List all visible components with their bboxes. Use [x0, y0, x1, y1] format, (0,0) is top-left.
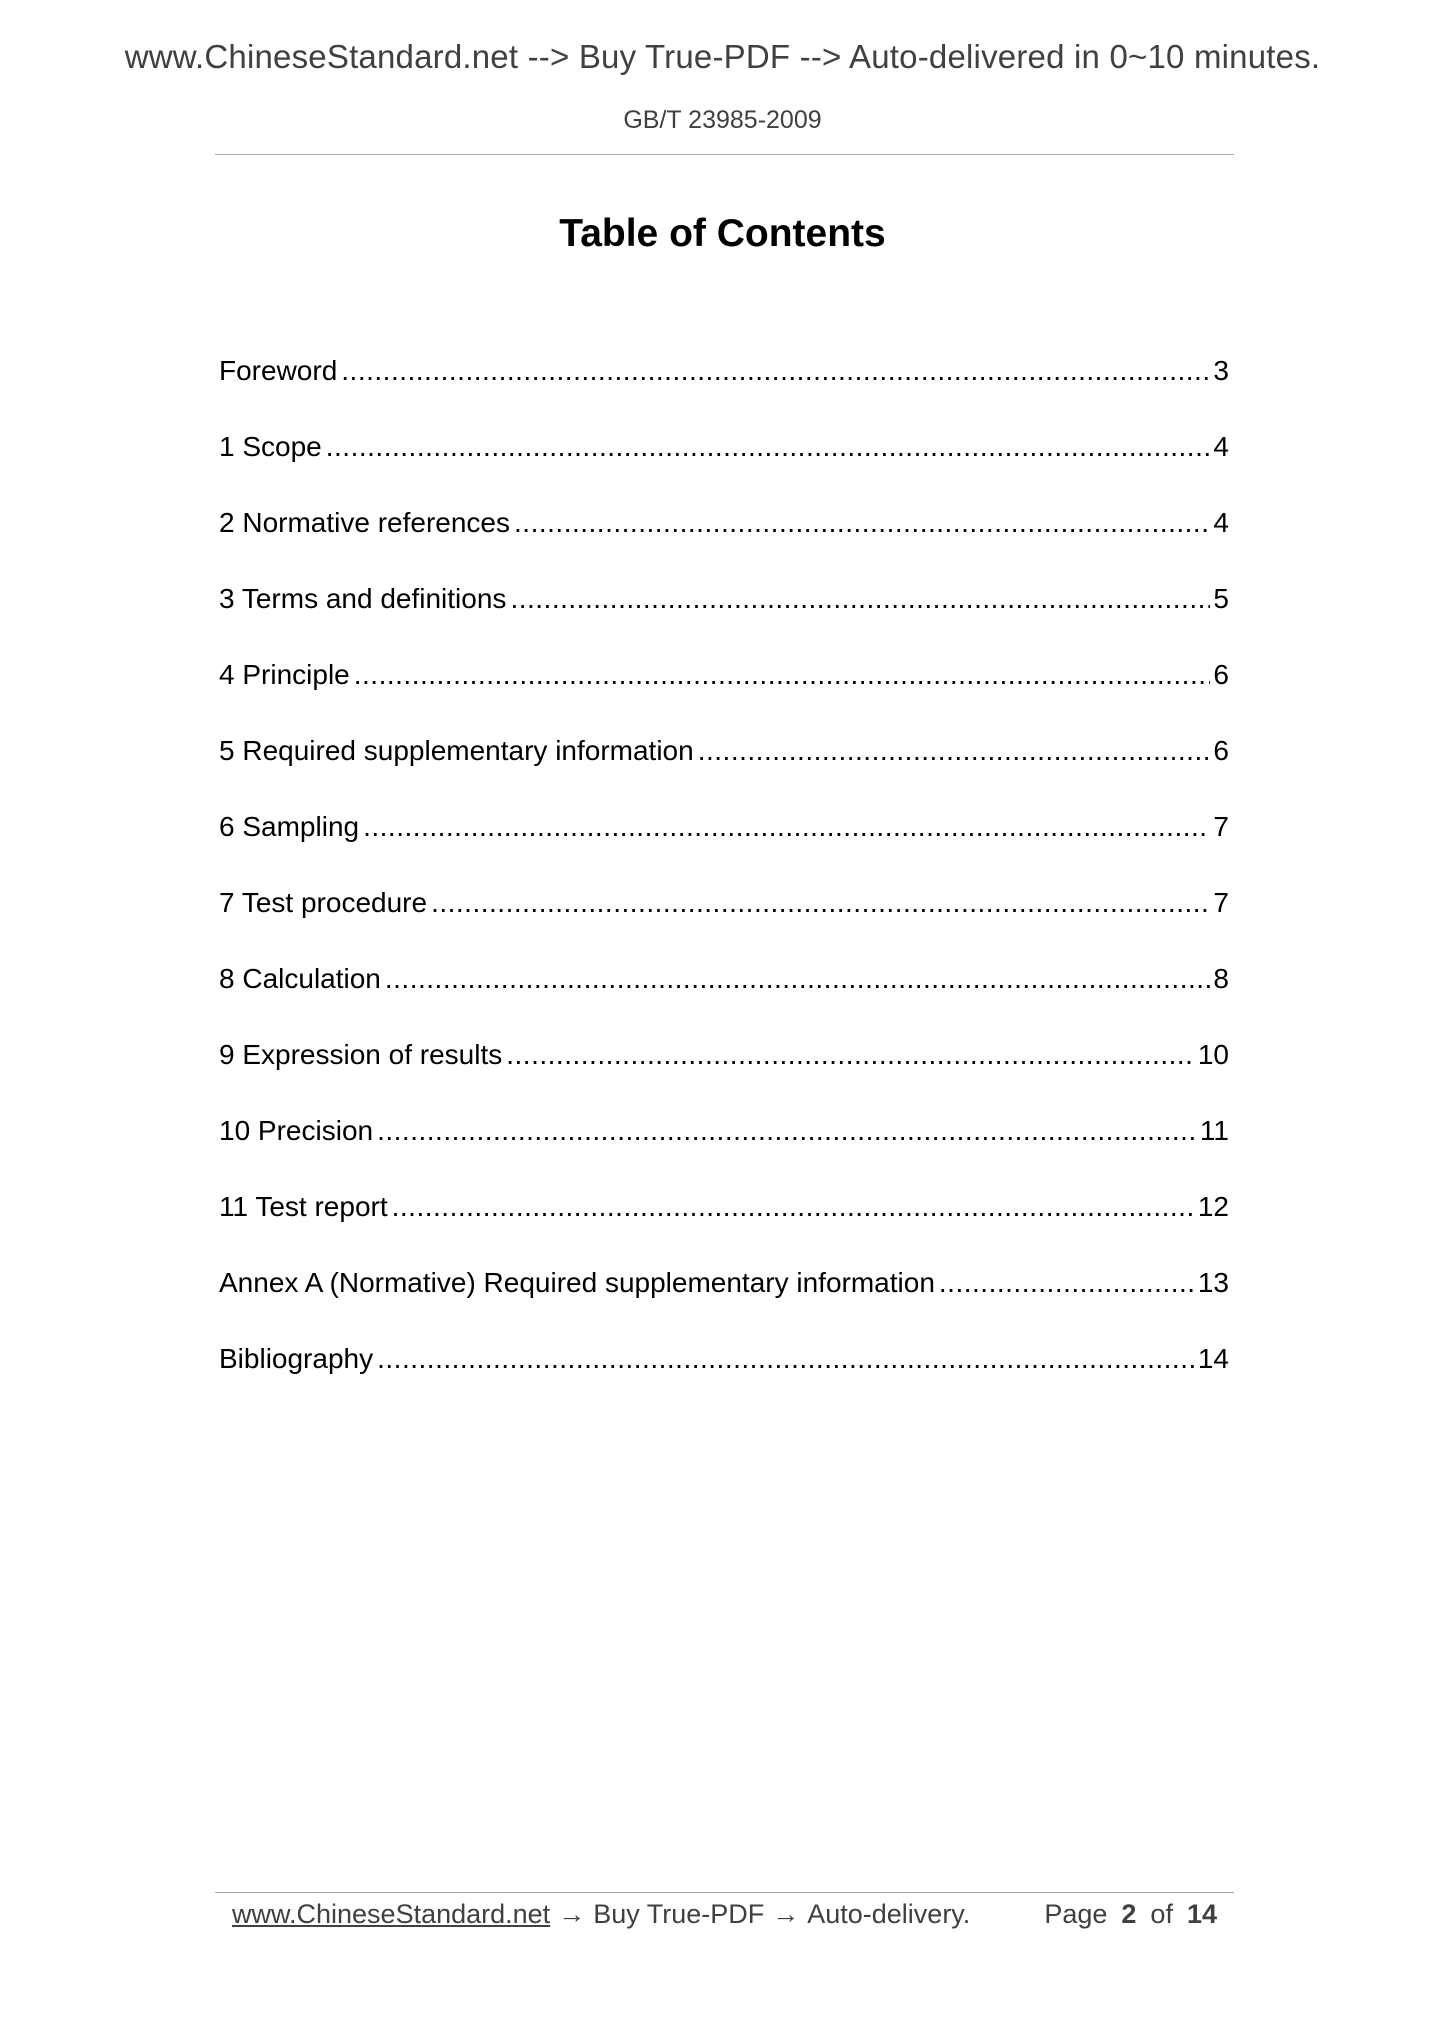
toc-entry-precision[interactable]: [219, 1072, 1229, 1148]
toc-entry-page: 5: [1213, 583, 1229, 614]
dot-leader: [431, 886, 1210, 920]
page-indicator: [1044, 1899, 1217, 1930]
toc-entry-label: Foreword: [219, 355, 338, 386]
toc-entry-page: 11: [1199, 1115, 1229, 1146]
toc-entry-page: 7: [1213, 887, 1229, 918]
toc-entry-test-report[interactable]: [219, 1148, 1229, 1224]
toc-entry-page: 6: [1213, 735, 1229, 766]
toc-entry-scope[interactable]: [219, 388, 1229, 464]
toc-entry-label: 5 Required supplementary information: [219, 735, 694, 766]
toc-entry-page: 14: [1197, 1343, 1229, 1374]
toc-entry-terms-and-definitions[interactable]: [219, 540, 1229, 616]
of-word: of: [1150, 1898, 1173, 1929]
footer-buy-text: Buy True-PDF: [593, 1898, 765, 1929]
dot-leader: [514, 506, 1210, 540]
toc-entry-page: 13: [1197, 1267, 1229, 1298]
toc-entry-test-procedure[interactable]: [219, 844, 1229, 920]
dot-leader: [363, 810, 1210, 844]
footer-site-link[interactable]: www.ChineseStandard.net: [232, 1898, 551, 1929]
dot-leader: [341, 354, 1210, 388]
toc-entry-sampling[interactable]: [219, 768, 1229, 844]
toc-entry-expression-of-results[interactable]: [219, 996, 1229, 1072]
toc-entry-page: 7: [1213, 811, 1229, 842]
page-footer: [232, 1894, 1217, 1934]
dot-leader: [939, 1266, 1195, 1300]
current-page-number: 2: [1121, 1898, 1137, 1929]
dot-leader: [326, 430, 1211, 464]
toc-entry-page: 8: [1213, 963, 1229, 994]
toc-entry-required-supplementary-information[interactable]: [219, 692, 1229, 768]
header-divider: [215, 154, 1234, 155]
toc-entry-normative-references[interactable]: [219, 464, 1229, 540]
dot-leader: [392, 1190, 1195, 1224]
document-code: GB/T 23985-2009: [623, 106, 822, 134]
toc-entry-foreword[interactable]: [219, 312, 1229, 388]
toc-entry-label: 10 Precision: [219, 1115, 374, 1146]
dot-leader: [377, 1342, 1195, 1376]
toc-entry-annex-a[interactable]: [219, 1224, 1229, 1300]
dot-leader: [506, 1038, 1195, 1072]
dot-leader: [354, 658, 1211, 692]
toc-entry-page: 12: [1197, 1191, 1229, 1222]
toc-entry-label: Bibliography: [219, 1343, 374, 1374]
toc-entry-label: 8 Calculation: [219, 963, 381, 994]
toc-entry-page: 4: [1213, 507, 1229, 538]
toc-entry-principle[interactable]: [219, 616, 1229, 692]
toc-entry-page: 3: [1213, 355, 1229, 386]
site-banner: www.ChineseStandard.net --> Buy True-PDF --> Auto-delivered in 0~10 minutes.: [124, 38, 1321, 75]
toc-entry-label: 9 Expression of results: [219, 1039, 503, 1070]
toc-entry-label: 6 Sampling: [219, 811, 360, 842]
toc-entry-label: 3 Terms and definitions: [219, 583, 507, 614]
toc-entry-page: 10: [1197, 1039, 1229, 1070]
toc-entry-bibliography[interactable]: [219, 1300, 1229, 1376]
page-word: Page: [1044, 1898, 1108, 1929]
dot-leader: [510, 582, 1210, 616]
arrow-right-icon: →: [772, 1898, 800, 1929]
table-of-contents: [219, 312, 1229, 1376]
page-title: Table of Contents: [559, 212, 886, 255]
total-page-number: 14: [1186, 1898, 1217, 1929]
toc-entry-label: 1 Scope: [219, 431, 322, 462]
toc-entry-label: 2 Normative references: [219, 507, 511, 538]
dot-leader: [377, 1114, 1197, 1148]
toc-entry-page: 6: [1213, 659, 1229, 690]
dot-leader: [385, 962, 1211, 996]
footer-divider: [215, 1892, 1234, 1893]
footer-delivery-text: Auto-delivery.: [807, 1898, 971, 1929]
toc-entry-label: Annex A (Normative) Required supplementary information: [219, 1267, 935, 1298]
arrow-right-icon: →: [558, 1898, 586, 1929]
toc-entry-label: 7 Test procedure: [219, 887, 428, 918]
toc-entry-page: 4: [1213, 431, 1229, 462]
toc-entry-label: 11 Test report: [219, 1191, 388, 1222]
toc-entry-calculation[interactable]: [219, 920, 1229, 996]
dot-leader: [698, 734, 1211, 768]
toc-entry-label: 4 Principle: [219, 659, 350, 690]
